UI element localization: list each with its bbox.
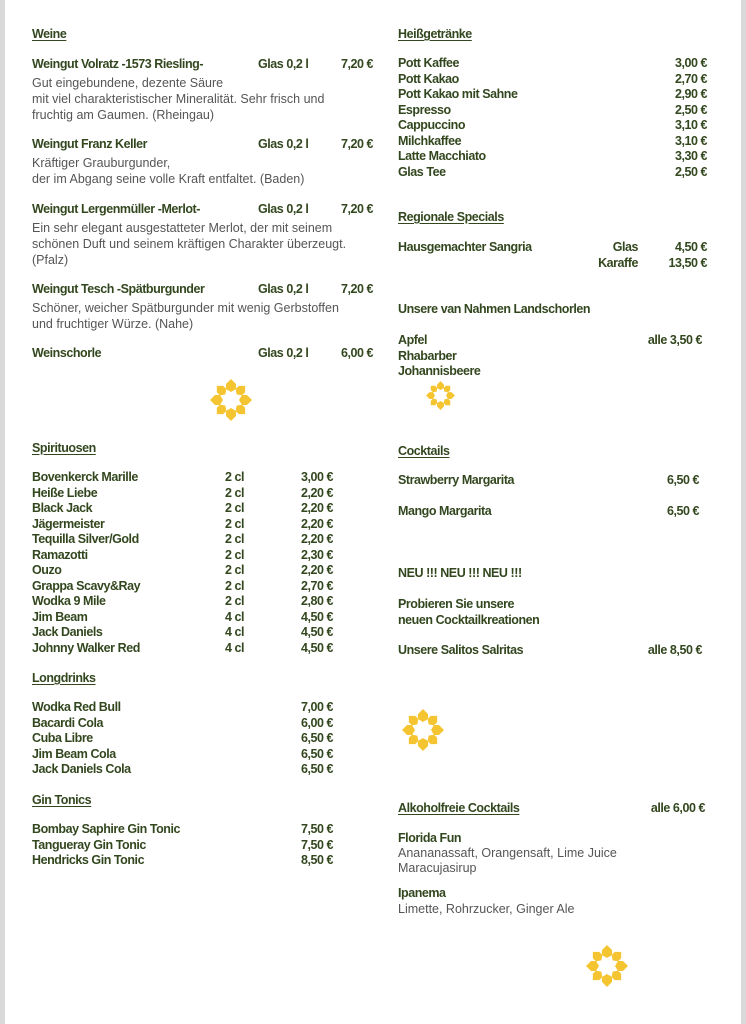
flower-icon <box>583 942 631 990</box>
wine-desc: Schöner, weicher Spätburgunder mit wenig Gerbstoffen <box>32 301 339 315</box>
spirit-name: Wodka 9 Mile <box>32 594 106 608</box>
promo-text: Probieren Sie unsere <box>398 597 515 611</box>
gin-tonic-name: Bombay Saphire Gin Tonic <box>32 822 181 836</box>
spirit-size: 4 cl <box>225 609 245 624</box>
longdrink-price: 6,50 € <box>300 762 333 776</box>
salitos-name: Unsere Salitos Salritas <box>398 643 524 657</box>
spirit-price: 4,50 € <box>300 640 333 655</box>
hot-drink-price: 2,70 € <box>674 71 707 86</box>
wine-price: 7,20 € <box>340 57 373 71</box>
hot-drink-name: Pott Kaffee <box>398 56 460 70</box>
section-heading-cocktails: Cocktails <box>398 444 450 458</box>
wine-desc: und fruchtiger Würze. (Nahe) <box>32 317 194 331</box>
flower-icon <box>207 376 255 424</box>
wine-price: 7,20 € <box>340 202 373 216</box>
spirit-name: Jack Daniels <box>32 625 103 639</box>
spirit-price: 2,20 € <box>300 563 333 577</box>
longdrink-price: 7,00 € <box>300 700 333 714</box>
spirit-price: 2,20 € <box>300 501 333 515</box>
wine-name: Weingut Franz Keller <box>32 137 148 151</box>
spirit-size: 4 cl <box>225 625 245 639</box>
hot-drink-name: Glas Tee <box>398 164 446 179</box>
wine-size: Glas 0,2 l <box>258 282 309 296</box>
spirit-price: 2,20 € <box>300 485 333 500</box>
wine-name: Weinschorle <box>32 346 102 360</box>
spirit-name: Johnny Walker Red <box>32 640 140 655</box>
spirit-price: 2,30 € <box>300 547 333 562</box>
alkoholfrei-price: alle 6,00 € <box>650 801 705 815</box>
hot-drink-name: Latte Macchiato <box>398 149 486 163</box>
longdrink-price: 6,50 € <box>300 731 333 745</box>
mocktail-name: Ipanema <box>398 886 446 900</box>
gin-tonic-price: 8,50 € <box>300 853 333 867</box>
longdrink-price: 6,00 € <box>300 715 333 730</box>
cocktail-name: Strawberry Margarita <box>398 473 515 487</box>
section-heading-heissgetraenke: Heißgetränke <box>398 27 472 41</box>
longdrink-name: Bacardi Cola <box>32 715 104 730</box>
section-heading-spirituosen: Spirituosen <box>32 441 96 455</box>
flower-icon <box>399 706 447 754</box>
wine-size: Glas 0,2 l <box>258 202 309 216</box>
hot-drink-name: Pott Kakao <box>398 71 459 86</box>
sangria-size-glas: Glas <box>612 240 638 254</box>
wine-desc: (Pfalz) <box>32 253 69 267</box>
gin-tonic-price: 7,50 € <box>300 837 333 852</box>
gin-tonic-price: 7,50 € <box>300 822 333 836</box>
neu-banner: NEU !!! NEU !!! NEU !!! <box>398 566 522 580</box>
wine-desc: Gut eingebundene, dezente Säure <box>32 76 224 90</box>
spirit-size: 2 cl <box>225 594 245 608</box>
wine-price: 6,00 € <box>340 346 373 360</box>
hot-drink-price: 3,10 € <box>674 118 707 132</box>
spirit-name: Bovenkerck Marille <box>32 470 138 484</box>
longdrink-name: Jim Beam Cola <box>32 746 116 761</box>
hot-drink-price: 2,50 € <box>674 102 707 117</box>
hot-drink-price: 3,10 € <box>674 133 707 148</box>
wine-size: Glas 0,2 l <box>258 57 309 71</box>
spirit-size: 2 cl <box>225 578 245 593</box>
sangria-price-karaffe: 13,50 € <box>668 256 707 270</box>
page-border-left <box>0 0 5 1024</box>
spirit-name: Tequilla Silver/Gold <box>32 532 139 546</box>
wine-price: 7,20 € <box>340 137 373 151</box>
section-heading-longdrinks: Longdrinks <box>32 671 96 685</box>
wine-desc: fruchtig am Gaumen. (Rheingau) <box>32 108 215 122</box>
section-heading-landschorlen: Unsere van Nahmen Landschorlen <box>398 302 591 316</box>
spirit-size: 2 cl <box>225 532 245 546</box>
cocktail-name: Mango Margarita <box>398 504 492 518</box>
spirit-name: Grappa Scavy&Ray <box>32 578 141 593</box>
longdrink-name: Wodka Red Bull <box>32 700 121 714</box>
longdrink-name: Cuba Libre <box>32 731 93 745</box>
spirit-price: 3,00 € <box>300 470 333 484</box>
section-heading-alkoholfreie-cocktails: Alkoholfreie Cocktails <box>398 801 520 815</box>
spirit-name: Jägermeister <box>32 516 105 531</box>
hot-drink-price: 3,00 € <box>674 56 707 70</box>
spirit-size: 2 cl <box>225 563 245 577</box>
wine-desc: der im Abgang seine volle Kraft entfaltet. (Baden) <box>32 172 305 186</box>
wine-size: Glas 0,2 l <box>258 137 309 151</box>
spirit-size: 2 cl <box>225 516 245 531</box>
spirit-price: 4,50 € <box>300 609 333 624</box>
longdrink-name: Jack Daniels Cola <box>32 762 131 776</box>
page-border-right <box>741 0 746 1024</box>
spirit-size: 2 cl <box>225 470 245 484</box>
mocktail-desc: Maracujasirup <box>398 861 477 875</box>
mocktail-desc: Limette, Rohrzucker, Ginger Ale <box>398 902 575 916</box>
section-heading-regionale-specials: Regionale Specials <box>398 210 504 224</box>
section-heading-gin-tonics: Gin Tonics <box>32 793 92 807</box>
hot-drink-name: Pott Kakao mit Sahne <box>398 87 518 101</box>
spirit-price: 2,20 € <box>300 532 333 546</box>
spirit-name: Black Jack <box>32 501 93 515</box>
flower-icon <box>424 379 457 412</box>
spirit-name: Jim Beam <box>32 609 88 624</box>
spirit-price: 2,20 € <box>300 516 333 531</box>
wine-size: Glas 0,2 l <box>258 346 309 360</box>
spirit-name: Heiße Liebe <box>32 485 98 500</box>
spirit-price: 4,50 € <box>300 625 333 639</box>
wine-name: Weingut Lergenmüller -Merlot- <box>32 202 200 216</box>
wine-name: Weingut Volratz -1573 Riesling- <box>32 57 204 71</box>
hot-drink-name: Milchkaffee <box>398 133 462 148</box>
spirit-name: Ramazotti <box>32 547 88 562</box>
section-heading-weine: Weine <box>32 27 67 41</box>
spirit-price: 2,70 € <box>300 578 333 593</box>
wine-name: Weingut Tesch -Spätburgunder <box>32 282 205 296</box>
hot-drink-name: Cappuccino <box>398 118 466 132</box>
wine-desc: schönen Duft und seinem kräftigen Charakter überzeugt. <box>32 237 347 251</box>
wine-desc: mit viel charakteristischer Mineralität. Sehr frisch und <box>32 92 325 106</box>
wine-desc: Ein sehr elegant ausgestatteter Merlot, der mit seinem <box>32 221 333 235</box>
wine-price: 7,20 € <box>340 282 373 296</box>
sangria-name: Hausgemachter Sangria <box>398 240 532 254</box>
sangria-size-karaffe: Karaffe <box>598 256 638 270</box>
spirit-price: 2,80 € <box>300 594 333 608</box>
mocktail-name: Florida Fun <box>398 831 462 845</box>
hot-drink-name: Espresso <box>398 102 451 117</box>
gin-tonic-name: Tangueray Gin Tonic <box>32 837 146 852</box>
schorle-name: Apfel <box>398 333 428 347</box>
wine-desc: Kräftiger Grauburgunder, <box>32 156 171 170</box>
spirit-size: 2 cl <box>225 485 245 500</box>
cocktail-price: 6,50 € <box>666 504 699 518</box>
spirit-size: 2 cl <box>225 501 245 515</box>
mocktail-desc: Anananassaft, Orangensaft, Lime Juice <box>398 846 617 860</box>
schorle-name: Johannisbeere <box>398 364 481 378</box>
hot-drink-price: 2,50 € <box>674 164 707 179</box>
spirit-name: Ouzo <box>32 563 62 577</box>
longdrink-price: 6,50 € <box>300 746 333 761</box>
promo-text: neuen Cocktailkreationen <box>398 612 540 627</box>
salitos-price: alle 8,50 € <box>647 643 702 657</box>
schorle-name: Rhabarber <box>398 348 457 363</box>
sangria-price-glas: 4,50 € <box>674 240 707 254</box>
cocktail-price: 6,50 € <box>666 473 699 487</box>
hot-drink-price: 2,90 € <box>674 87 707 101</box>
spirit-size: 2 cl <box>225 547 245 562</box>
spirit-size: 4 cl <box>225 640 245 655</box>
gin-tonic-name: Hendricks Gin Tonic <box>32 853 145 867</box>
hot-drink-price: 3,30 € <box>674 149 707 163</box>
schorle-price: alle 3,50 € <box>647 333 702 347</box>
